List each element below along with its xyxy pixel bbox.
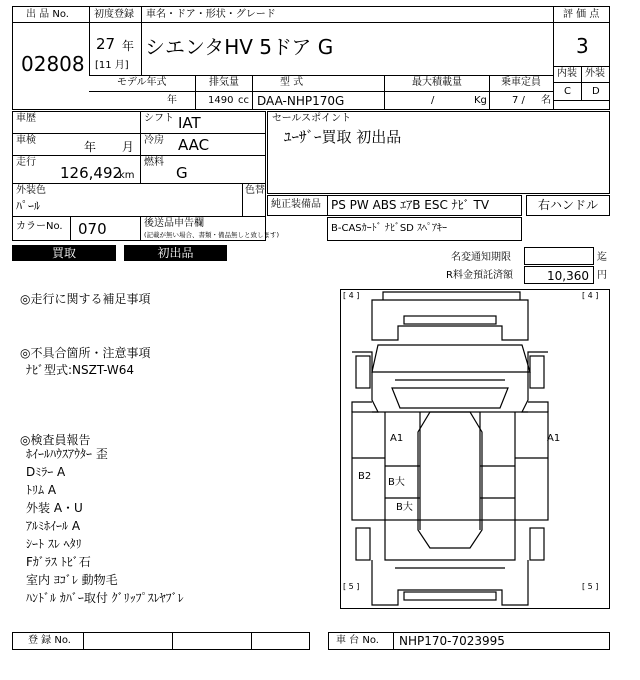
lot-number: 02808	[21, 52, 85, 76]
first-registration-label: 初度登録	[94, 9, 134, 20]
displacement-label: 排気量	[209, 77, 239, 88]
exterior-color-label: 外装色	[16, 185, 46, 196]
tire-rear-left: [ 5 ]	[343, 582, 360, 591]
score-label: 評 価 点	[563, 9, 600, 20]
damage-mark-b-large: B大	[396, 502, 413, 513]
inspector-line: ﾎｲｰﾙﾊｳｽｱｳﾀｰ 歪	[26, 447, 108, 461]
exterior-color-value: ﾊﾟｰﾙ	[16, 199, 41, 213]
model-year-label: モデル年式	[117, 77, 167, 88]
inspector-line: ｱﾙﾐﾎｲｰﾙ A	[26, 519, 81, 533]
ac-value: AAC	[178, 136, 210, 154]
mileage-label: 走行	[16, 157, 36, 168]
displacement-unit: cc	[238, 95, 249, 106]
history-label: 車歴	[16, 113, 36, 124]
name-change-label: 名変通知期限	[451, 252, 511, 263]
mileage-value: 126,492	[60, 164, 123, 182]
interior-label: 内装	[557, 68, 577, 79]
exterior-grade: D	[592, 86, 600, 97]
inspection-value: 年 月	[84, 140, 134, 154]
inspector-line: 外装 A・U	[26, 501, 83, 515]
inspector-line: 室内 ﾖｺﾞﾚ 動物毛	[26, 573, 118, 587]
inspector-line: Dﾐﾗｰ A	[26, 465, 66, 479]
first-registration-year: 27	[96, 35, 116, 53]
driving-notes-title: ◎走行に関する補足事項	[20, 292, 151, 306]
damage-mark-b2: B2	[358, 471, 372, 482]
sales-point-value: ﾕｰｻﾞｰ買取 初出品	[284, 128, 402, 146]
color-no-label: カラーNo.	[16, 221, 63, 232]
inspector-line: Fｶﾞﾗｽ ﾄﾋﾞ石	[26, 555, 91, 569]
max-load-slash: /	[431, 95, 435, 106]
recycle-label: R料金預託済額	[446, 270, 513, 281]
interior-grade: C	[564, 86, 571, 97]
aftermarket-items: B-CASｶｰﾄﾞ ﾅﾋﾞSD ｽﾍﾟｱｷｰ	[331, 223, 448, 234]
capacity-value: 7 /	[512, 95, 525, 106]
registration-label: 登 録 No.	[28, 635, 71, 646]
inspection-label: 車検	[16, 135, 36, 146]
damage-mark-a1-right: A1	[547, 433, 561, 444]
displacement-value: 1490	[208, 95, 234, 106]
equipment-value: PS PW ABS ｴｱB ESC ﾅﾋﾞ TV	[331, 198, 490, 212]
model-type-label: 型 式	[280, 77, 304, 88]
inspector-title: ◎検査員報告	[20, 433, 91, 447]
lot-label: 出 品 No.	[26, 9, 69, 20]
max-load-label: 最大積載量	[412, 77, 462, 88]
inspector-line: ｼｰﾄ ｽﾚ ﾍﾀﾘ	[26, 537, 82, 551]
mileage-unit: km	[119, 170, 135, 181]
inspector-line: ﾊﾝﾄﾞﾙ ｶﾊﾞｰ取付 ｸﾞﾘｯﾌﾟｽﾚﾔﾌﾞﾚ	[26, 591, 184, 605]
badge-kaitori: 買取	[12, 245, 116, 261]
aftermarket-label: 後送品申告欄	[144, 218, 204, 229]
equipment-label: 純正装備品	[271, 199, 321, 210]
tire-rear-right: [ 5 ]	[582, 582, 599, 591]
chassis-label: 車 台 No.	[336, 635, 379, 646]
capacity-unit: 名	[541, 95, 551, 106]
recycle-value: 10,360	[547, 269, 589, 283]
damage-mark-a1-left: A1	[390, 433, 404, 444]
first-registration-month: [11 月]	[95, 60, 129, 71]
badge-first-listing: 初出品	[124, 245, 227, 261]
exterior-label: 外装	[585, 68, 605, 79]
handle-value: 右ハンドル	[538, 198, 599, 212]
tire-front-left: [ 4 ]	[343, 291, 360, 300]
sales-point-label: セールスポイント	[272, 113, 352, 124]
damage-mark-b-large: B大	[388, 477, 405, 488]
max-load-unit: Kg	[474, 95, 487, 106]
tire-front-right: [ 4 ]	[582, 291, 599, 300]
capacity-label: 乗車定員	[501, 77, 541, 88]
name-change-unit: 迄	[597, 252, 607, 263]
recycle-unit: 円	[597, 270, 607, 281]
recolor-label: 色替	[245, 185, 265, 196]
car-name-label: 車名・ドア・形状・グレード	[146, 9, 276, 20]
model-type-value: DAA-NHP170G	[257, 94, 345, 108]
fuel-label: 燃料	[144, 157, 164, 168]
shift-label: シフト	[144, 113, 174, 124]
fuel-value: G	[176, 164, 188, 182]
defects-title: ◎不具合箇所・注意事項	[20, 346, 151, 360]
defect-line: ﾅﾋﾞ型式:NSZT-W64	[26, 363, 135, 377]
year-unit: 年	[122, 39, 135, 53]
ac-label: 冷房	[144, 135, 164, 146]
color-no-value: 070	[78, 220, 107, 238]
chassis-value: NHP170-7023995	[399, 634, 505, 648]
score-value: 3	[576, 34, 589, 58]
shift-value: IAT	[178, 114, 201, 132]
inspector-line: ﾄﾘﾑ A	[26, 483, 57, 497]
car-name: シエンタHV 5ドア G	[145, 35, 334, 59]
model-year-unit: 年	[167, 95, 177, 106]
aftermarket-note: (記載が無い場合、書類・備品無しと致します)	[144, 231, 280, 239]
